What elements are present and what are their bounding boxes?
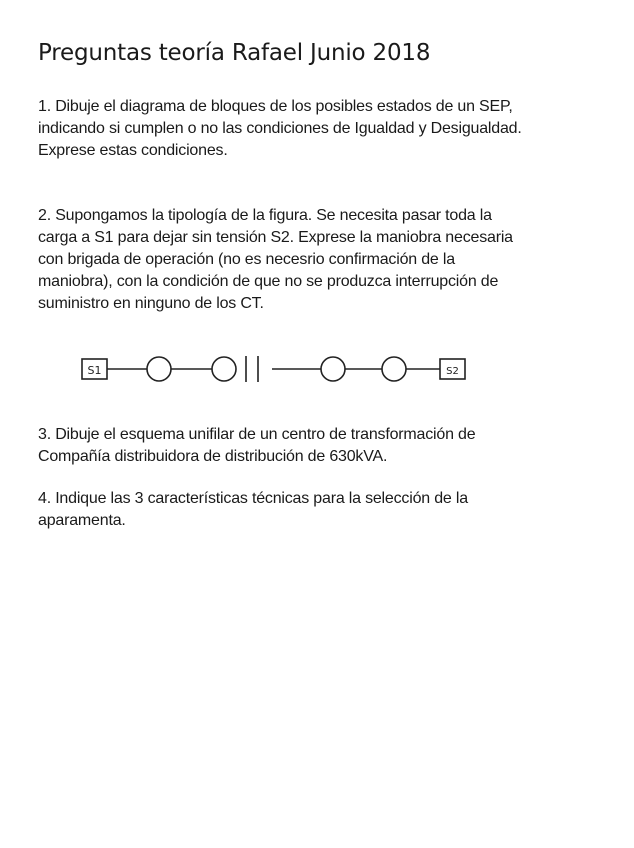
source-s2-label: S2: [446, 366, 459, 377]
question-4: 4. Indique las 3 características técnicas para la selección de la aparamenta.: [38, 490, 468, 529]
network-topology-figure: [78, 350, 478, 390]
source-s1-label: S1: [87, 364, 102, 377]
page-title: Preguntas teoría Rafael Junio 2018: [38, 40, 431, 66]
ct-node-2: [212, 357, 236, 381]
question-2: 2. Supongamos la tipología de la figura. Se necesita pasar toda la carga a S1 para dejar sin tensión S2. Exprese la maniobra necesaria con brigada de operación (no es necesrio confirmación de la maniobra), con la condición de que no se produzca interrupción de suministro en ninguno de los CT.: [38, 207, 513, 312]
question-3: 3. Dibuje el esquema unifilar de un centro de transformación de Compañía distribuidora de distribución de 630kVA.: [38, 426, 476, 465]
question-1: 1. Dibuje el diagrama de bloques de los posibles estados de un SEP, indicando si cumplen o no las condiciones de Igualdad y Desigualdad. Exprese estas condiciones.: [38, 98, 522, 159]
ct-node-3: [321, 357, 345, 381]
ct-node-4: [382, 357, 406, 381]
ct-node-1: [147, 357, 171, 381]
